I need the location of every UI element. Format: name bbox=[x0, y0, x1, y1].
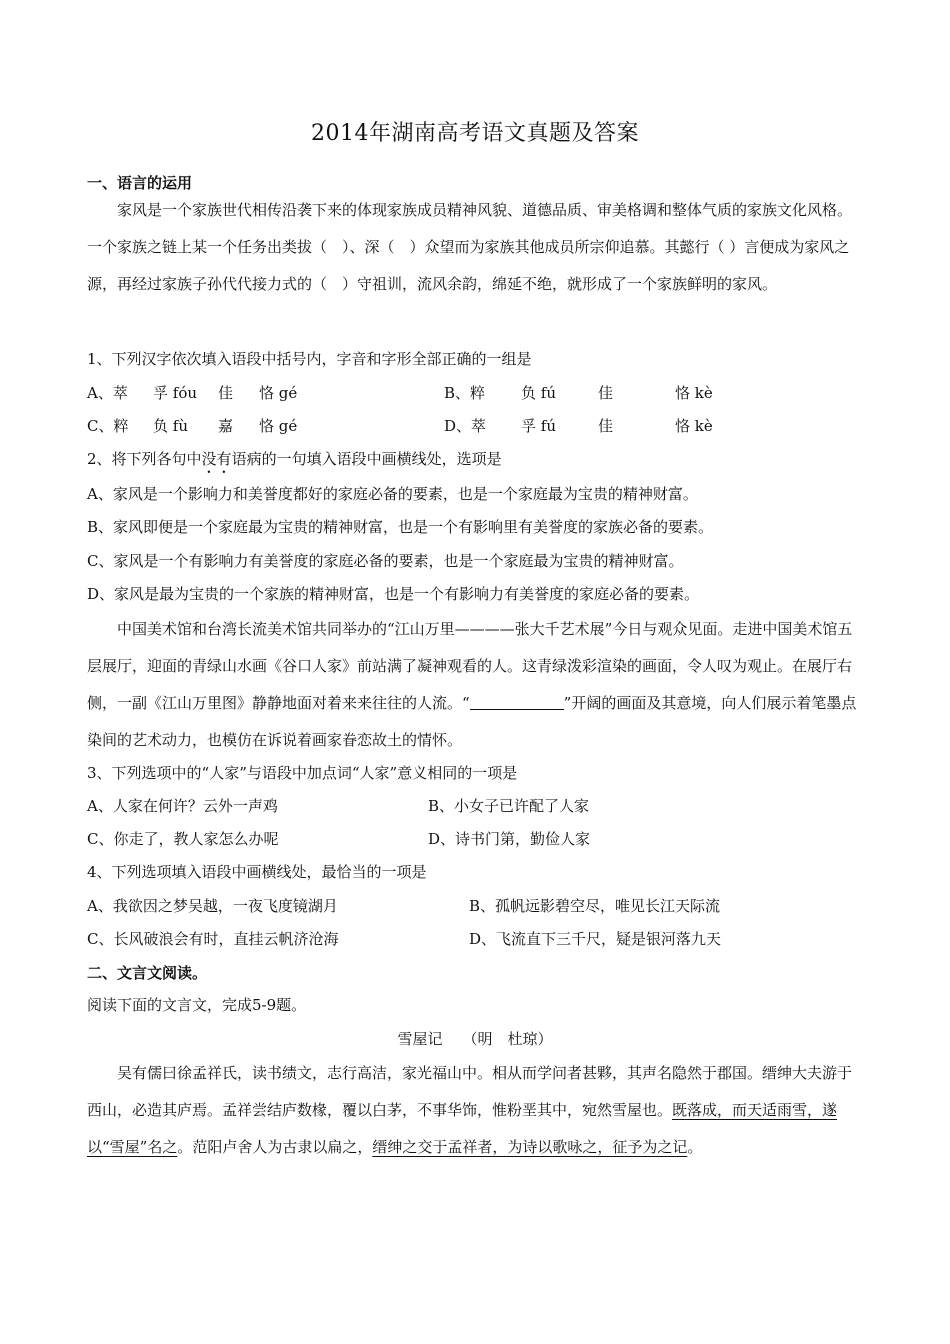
q1-option-d-4: 恪 kè bbox=[675, 417, 713, 435]
page-title: 2014年湖南高考语文真题及答案 bbox=[311, 121, 639, 146]
passage-text-2: 。范阳卢舍人为古隶以扁之， bbox=[177, 1138, 373, 1156]
underlined-sentence-1: 既落成，而天适雨雪，遂以“雪屋”名之 bbox=[87, 1101, 838, 1156]
q1-option-d-3: 佳 bbox=[598, 417, 614, 435]
q1-option-d-2: 孚 fú bbox=[521, 417, 556, 435]
q2-stem bbox=[87, 449, 502, 477]
text-title: 雪屋记 bbox=[397, 1030, 443, 1048]
fill-blank bbox=[470, 695, 564, 710]
q2-stem-emphasis: 没有 bbox=[201, 450, 232, 468]
section-heading-2: 二、文言文阅读。 bbox=[87, 964, 208, 982]
q3-option-c: C、你走了，教人家怎么办呢 bbox=[87, 830, 279, 848]
q3-stem: 3、下列选项中的“人家”与语段中加点词“人家”意义相同的一项是 bbox=[87, 764, 518, 782]
text-heading bbox=[0, 1029, 950, 1049]
q1-option-a-1: A、萃 bbox=[87, 384, 128, 402]
passage-2-part2: ”开阔的画面及其意境，向人们展示着笔墨点染间的艺术动力，也模仿在诉说着画家眷恋故土的情怀。 bbox=[87, 694, 857, 749]
q1-option-c-4: 恪 gé bbox=[259, 417, 298, 435]
passage-2 bbox=[87, 611, 864, 759]
passage-2-part1: 中国美术馆和台湾长流美术馆共同举办的“江山万里————张大千艺术展”今日与观众见面。走进中国美术馆五层展厅，迎面的青绿山水画《谷口人家》前站满了凝神观看的人。这青绿泼彩渲染的画面，令人叹为观止。在展厅右侧，一副《江山万里图》静静地面对着来来往往的人流。“ bbox=[87, 620, 853, 712]
q1-option-c-3: 嘉 bbox=[218, 417, 234, 435]
q1-option-b-4: 恪 kè bbox=[675, 384, 713, 402]
q1-option-b-2: 负 fú bbox=[521, 384, 556, 402]
q2-option-a: A、家风是一个影响力和美誉度都好的家庭必备的要素，也是一个家庭最为宝贵的精神财富。 bbox=[87, 485, 698, 503]
q2-option-d: D、家风是最为宝贵的一个家族的精神财富，也是一个有影响力有美誉度的家庭必备的要素。 bbox=[87, 585, 700, 603]
q1-option-b-1: B、粹 bbox=[444, 384, 486, 402]
q4-option-b: B、孤帆远影碧空尽，唯见长江天际流 bbox=[469, 897, 721, 915]
q2-stem-pre: 2、将下列各句中 bbox=[87, 450, 202, 468]
q4-option-c: C、长风破浪会有时，直挂云帆济沧海 bbox=[87, 930, 339, 948]
q4-option-a: A、我欲因之梦吴越，一夜飞度镜湖月 bbox=[87, 897, 338, 915]
q3-option-b: B、小女子已许配了人家 bbox=[428, 797, 590, 815]
q2-option-b: B、家风即便是一个家庭最为宝贵的精神财富，也是一个有影响里有美誉度的家族必备的要素。 bbox=[87, 518, 714, 536]
passage-text-3: 。 bbox=[687, 1138, 703, 1156]
passage-text-1: 吴有儒曰徐孟祥氏，读书绩文，志行高洁，家光福山中。相从而学问者甚夥，其声名隐然于郡国。缙绅大夫游于西山，必造其庐焉。孟祥尝结庐数椽，覆以白茅，不事华饰，惟粉垩其中，宛然雪屋也。 bbox=[87, 1064, 853, 1119]
q1-option-b-3: 佳 bbox=[598, 384, 614, 402]
q1-option-a-4: 恪 gé bbox=[259, 384, 298, 402]
q3-option-a: A、人家在何许？云外一声鸡 bbox=[87, 797, 278, 815]
section-heading-1: 一、语言的运用 bbox=[87, 174, 193, 192]
q4-option-d: D、飞流直下三千尺，疑是银河落九天 bbox=[469, 930, 722, 948]
q1-stem: 1、下列汉字依次填入语段中括号内，字音和字形全部正确的一组是 bbox=[87, 350, 532, 368]
q2-stem-post: 语病的一句填入语段中画横线处，选项是 bbox=[231, 450, 502, 468]
q3-option-d: D、诗书门第，勤俭人家 bbox=[428, 830, 591, 848]
q1-option-a-3: 佳 bbox=[218, 384, 234, 402]
q1-option-d-1: D、萃 bbox=[444, 417, 487, 435]
q1-option-c-2: 负 fù bbox=[153, 417, 188, 435]
passage-1: 家风是一个家族世代相传沿袭下来的体现家族成员精神风貌、道德品质、审美格调和整体气质的家族文化风格。一个家族之链上某一个任务出类拔（ ）、深（ ）众望而为家族其他成员所宗仰追慕。其懿行（ ）言便成为家风之源，再经过家族子孙代代接力式的（ ）守祖训，流风余韵，绵延不绝，就形成了一个家族鲜明的家风。 bbox=[87, 201, 853, 293]
q2-option-c: C、家风是一个有影响力有美誉度的家庭必备的要素，也是一个家庭最为宝贵的精神财富。 bbox=[87, 552, 684, 570]
q4-stem: 4、下列选项填入语段中画横线处，最恰当的一项是 bbox=[87, 863, 427, 881]
underlined-sentence-2: 缙绅之交于孟祥者，为诗以歌咏之，征予为之记 bbox=[372, 1138, 688, 1156]
q1-option-a-2: 孚 fóu bbox=[153, 384, 198, 402]
classical-passage bbox=[87, 1055, 864, 1166]
text-author: （明 杜琼） bbox=[462, 1030, 553, 1048]
q1-option-c-1: C、粹 bbox=[87, 417, 129, 435]
section-2-intro: 阅读下面的文言文，完成5-9题。 bbox=[87, 996, 307, 1014]
